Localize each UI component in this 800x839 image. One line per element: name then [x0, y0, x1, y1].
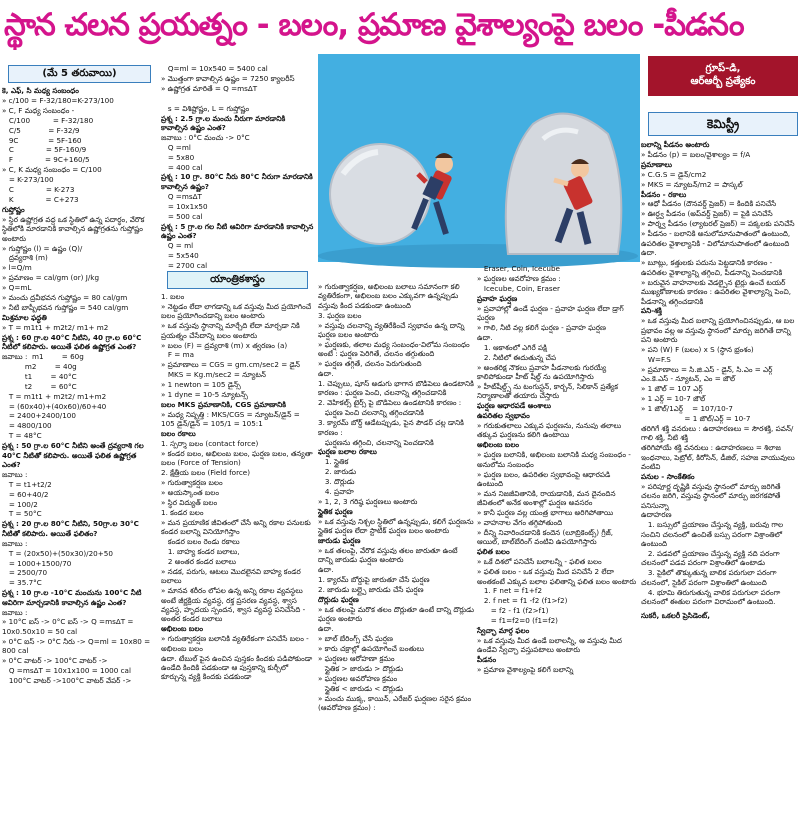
text-line: » పీడనం (p) = బలం/వైశాల్యం = f/A [641, 149, 751, 159]
text-line: జారుడు ఘర్షణ [318, 536, 361, 546]
text-line: ప్రశ్న : 20 గ్రా.ల 80°C నీటిని, 50గ్రా.ల 30°C నీటితో కలిపారు. అయితే ఫలితం? [2, 519, 142, 538]
text-line: = 1 జౌల్/ఎర్గ్ = 10-7 [641, 413, 751, 423]
text-line: » గురుత్వాకర్షణ, అభిలంబ బలాలు సమానంగా కలి వ్యతిరేకంగా, అభిలంబ బలం ఎక్కువగా ఉన్నప్పుడు వస్తువు కింద పడకుండా ఉంటుంది [318, 282, 462, 310]
text-line: » మధ్య నిష్పత్తి : MKS/CGS = న్యూటన్/డైన్ = 105 డైన్/డైన్ = 105/1 = 105:1 [161, 409, 303, 429]
text-line: » పీడనం - బలానికి అనులోమానుపాతంలో ఉంటుంది, ఉపరితల వైశాల్యానికి - విలోమానుపాతంలో ఉంటుంది [641, 229, 793, 248]
text-line: 3. పైకిలో తొక్కుతున్న బాలిక పరుగులా పరంగా చలనంలో, సైకిల్ పరంగా విశ్రాంతిలో ఉంటుంది [641, 568, 779, 587]
text-line: » మానవ శరీరం లోపల ఉన్న అన్ని రకాల వ్యవస్థలు అంటే జీర్ణక్రియ వ్యవస్థ, రక్త ప్రసరణ వ్యవస్థ, శ్వాస వ్యవస్థ, హృదయ స్పందన, శ్వాస వ్యవస్థ పనిచేసేది - అంతర కండర బలాలు [161, 586, 308, 624]
group-header-line2: ఆర్ఆర్బీ ప్రత్యేకం [690, 76, 756, 87]
text-line: గుప్తోష్ణం [2, 204, 25, 214]
text-line: 1. స్థైతిక [318, 457, 349, 467]
text-line: స్టైతిక > జారుడు > దొర్లుడు [318, 663, 404, 673]
text-line: » కానీ ఘర్షణ వల్ల యంత్ర భాగాలు అరిగిపోతాయి [477, 508, 614, 518]
group-header-line1: గ్రూప్-డి, [705, 63, 741, 74]
text-line: » గురుత్వాకర్షణ బలానికి వ్యతిరేకంగా పనిచేసే బలం - అభిలంబ బలం [161, 634, 312, 653]
text-line: » MKS = న్యూటన్/m2 = పాస్కల్ [641, 179, 743, 189]
text-line: » పార్శ్వ పీడనం (ల్యాటరల్ ప్రెజర్) = పక్కలకు పనిచేసే [641, 219, 795, 229]
text-line: » గురుత్వాకర్షణ బలం [161, 478, 223, 488]
text-line: 1. స్పర్శా బలం (contact force) [161, 439, 259, 449]
text-line [161, 94, 314, 103]
column-4-text [477, 264, 637, 675]
text-line: 1. చెప్పులు, షూస్ అడుగు భాగాన బొడిపెలు ఉండటానికి కారణం : ఘర్షణ పెంచి, చలనాన్ని తగ్గించడానికి [318, 379, 477, 398]
text-line: » 1 dyne = 10-5 న్యూటన్స్ [161, 390, 248, 400]
text-line: T = t1+t2/2 [2, 479, 52, 489]
text-line: ప్రశ్న : 5 గ్రా.ల గల నీటి ఆవిరిగా మారడానికి కావాల్సిన ఉష్ణం ఎంత? [161, 221, 316, 240]
text-line: 2. జారుడు [318, 467, 357, 477]
text-line: ఫలిత బలం [477, 547, 510, 557]
text-line: » ఘర్షణకు, తలాల మధ్య సంబంధం-విలోమ సంబంధం అంటే : ఘర్షణ పెరిగితే, చలనం తగ్గుతుంది [318, 339, 472, 359]
column-2-text [161, 64, 314, 270]
text-line: Q =ml [161, 142, 191, 152]
text-line: అభిలంబ బలం [161, 624, 204, 634]
text-line: = K-273/100 [2, 175, 54, 185]
text-line: » ఘర్షణల అవరోహణ క్రమం [318, 673, 398, 683]
text-line: ప్రశ్న : 50 గ్రా.ల 60°C నీటిని అంతే ద్రవ్యరాశి గల 40°C నీటితో కలిపారు. అయితే ఫలిత ఉష్ణోగ్రత ఎంత? [2, 441, 147, 469]
text-line: జవాబు : [2, 607, 28, 617]
text-line: » హీట్‌షీల్డ్స్ ను టంగుస్టన్, కార్బన్, సిలికాన్ ప్రత్యేక నిర్మాణాలతో తయారు చేస్తారు [477, 381, 621, 401]
text-line: » కారు చక్రాల్లో ఉపయోగించే బంతులు [318, 644, 424, 654]
text-line: » ఉష్ణోగ్రత మారితే = Q =msΔT [161, 83, 258, 93]
text-line: = 4800/100 [2, 421, 52, 431]
text-line: » 0°C వాటర్ -> 100°C వాటర్ -> [2, 656, 108, 666]
text-line: W=F.S [641, 354, 671, 364]
group-header [648, 56, 798, 96]
text-line: ఉదా. [641, 248, 657, 258]
text-line: మిశ్రమాల ఫద్ధతి [2, 312, 47, 322]
text-line: పీడనం [477, 655, 497, 665]
column-3-text [318, 282, 477, 712]
column-4 [477, 264, 637, 839]
text-line: 100°C వాటర్ ->100°C వాటర్ వేపర్ -> [2, 675, 132, 685]
text-line: 1. బలం [161, 292, 185, 302]
text-line: t2 = 60°C [2, 381, 77, 391]
text-line: 4. భూమి తిరుగుతున్న వాలిక పరుగులా పరంగా చలనంలో ఈతుల పరంగా విరామంలో ఉంటుంది. [641, 587, 783, 607]
text-line: Q = ml [161, 240, 194, 250]
text-line: » ఘర్షణల ఆవరోహణ క్రమం : [477, 273, 561, 283]
column-5-footer: సుకరీ, ఒకలరీ ప్రెసిడెంట్, [641, 610, 710, 620]
text-line: ఉదా. [318, 565, 334, 575]
text-line: 2. f net = f1 -f2 (f1>f2) [477, 596, 568, 606]
section-mechanics-box: యాంత్రికశాస్త్రం [167, 271, 308, 289]
text-line: » ఘర్షణ తగ్గితే, చలనం పెరుగుతుంది [318, 359, 422, 369]
text-line: » ప్రమాణ వైశాల్యంపై కలిగే బలాన్ని [477, 665, 574, 675]
text-line: జవాబు : 0°C మంచు -> 0°C [161, 132, 250, 142]
text-line: » గరుకుతలాలు ఎక్కువ ఘర్షణను, నునుపు తలాలు తక్కువ ఘర్షణను కలిగి ఉంటాయి [477, 421, 624, 440]
text-line: » 1 జౌల్/1ఎర్గ్ = 107/10-7 [641, 403, 733, 413]
text-line: = 400 cal [161, 162, 203, 172]
text-line: » 1 newton = 105 డైన్స్ [161, 380, 241, 390]
text-line: జవాబు : [2, 469, 28, 479]
text-line: Q=ml = 10x540 = 5400 cal [161, 64, 268, 73]
text-line: » గుప్తోష్ణం (l) = ఉష్ణం (Q)/ [2, 243, 83, 253]
text-line: K = C+273 [2, 194, 79, 204]
text-line: » 1 ఎర్గ్ = 10-7 జౌల్ [641, 394, 706, 404]
text-line: F = ma [161, 350, 194, 360]
text-line: » స్థిర ఉష్ణోగ్రత వద్ద ఒక స్థితిలో ఉన్న పదార్థం, వేరొక స్థితిలోకి మారడానికి కావాల్సిన ఉష్ణోగ్రతను గుప్తోష్ణం అంటారు [2, 214, 147, 243]
text-line: » ఫలిత బలం - ఒక వస్తువు మీద పనిచేసే 2 లేదా అంతకంటే ఎక్కువ బలాల ఫలితాన్ని ఫలిత బలం అంటారు [477, 567, 637, 586]
text-line: » ఒక తలంపై మరొక తలం దొర్లుతూ ఉంటే దాన్ని దొర్లుడు ఘర్షణ అంటారు [318, 604, 477, 624]
pushing-figures-illustration [318, 54, 640, 262]
text-line: » స్థిర విద్యుత్ బలం [161, 498, 218, 508]
text-line: t1 = 40°C [2, 371, 77, 381]
text-line: » 1 జౌల్ = 107 ఎర్గ్ [641, 384, 703, 394]
text-line: » T = m1t1 + m2t2/ m1+ m2 [2, 322, 109, 332]
text-line: 1. F net = f1+f2 [477, 586, 543, 596]
column-5-text [641, 140, 798, 607]
text-line: ప్రశ్న : 60 గ్రా.ల 40°C నీటిని, 40 గ్రా.ల 60°C నీటిలో కలిపారు. అయితే ఫలిత ఉష్ణోగ్రత ఎంత? [2, 332, 144, 352]
text-line: ఉదాహరణ [641, 510, 672, 520]
text-line: 1. ఆకాశంలో ఎగిరే పక్షి [477, 342, 547, 352]
text-line: » ప్రమాణాలు = CGS = gm.cm/sec2 = డైన్ [161, 360, 300, 370]
text-line: Q =msΔT [161, 191, 202, 201]
text-line: » వాహనాల వేగం తగ్గిపోతుంది [477, 518, 563, 528]
column-2 [161, 64, 314, 839]
text-line: ద్రవ్యరాశి (m) [2, 253, 48, 263]
text-line: » అంతరిక్ష నౌకలు ప్రవాహ పీడనాలకు గురయ్యే కాలిపోకుండా హీట్ షీల్డ్ ను ఉపయోగిస్తారు [477, 362, 609, 381]
text-line: » అయస్కాంత బలం [161, 488, 219, 498]
text-line: MKS = Kg.m/sec2 = న్యూటన్ [161, 370, 266, 380]
column-3 [318, 282, 477, 839]
text-line: C = K-273 [2, 185, 75, 195]
column-5 [641, 140, 798, 839]
text-line: దొర్లుడు ఘర్షణ [318, 595, 359, 604]
text-line: T = m1t1 + m2t2/ m1+m2 [2, 391, 107, 401]
text-line: ప్రశ్న : 10 గ్రా. 80°C నీరు 80°C నీరుగా మారడానికి కావాల్సిన ఉష్ణం? [161, 172, 316, 191]
subject-title: కెమిస్ట్రీ [648, 112, 798, 136]
text-line: ఉదా. [318, 624, 334, 634]
text-line: » C.G.S = డైన్/cm2 [641, 169, 707, 179]
text-line: Icecube, Coin, Eraser [477, 283, 560, 293]
text-line: 2. క్షేత్రీయ బలం (Field force) [161, 468, 251, 478]
text-line: = (60x40)+(40x60)/60+40 [2, 401, 107, 411]
text-line: » పరిపూర్ణ దృష్ణికి వస్తువు స్థానంలో మార్పు జరిగితే చలనం జరిగి, వస్తువు స్థానంలో మార్పు జరగకపోతే పనిసున్నా [641, 481, 783, 510]
text-line: ప్రశ్న : 2.5 గ్రా.ల మంచు నీరుగా మారడానికి కావాల్సిన ఉష్ణం ఎంత? [161, 113, 288, 132]
text-line: » గాలి, నీటి వల్ల కలిగే ఘర్షణ - ప్రవాహ ఘర్షణ [477, 322, 606, 332]
text-line: = 1000+1500/70 [2, 558, 72, 568]
text-line: 3. దొర్లుడు [318, 477, 355, 487]
text-line: కండర బలం రెండు రకాలు [161, 537, 240, 547]
text-line: అభిలంబ బలం [477, 440, 520, 450]
continued-box: (మే 5 తరువాయి) [8, 65, 151, 83]
text-line: C/5 = F-32/9 [2, 125, 80, 135]
text-line: = 10x1x50 [161, 201, 208, 211]
text-line: = f1=f2=0 (f1=f2) [477, 616, 558, 626]
text-line: » l=Q/m [2, 263, 32, 273]
text-line: = 500 cal [161, 211, 203, 221]
text-line: జవాబు : [2, 538, 28, 548]
text-line: = 2700 cal [161, 260, 208, 270]
text-line: 1. బస్సులో ప్రయాణం చేస్తున్న వ్యక్తి, బరువు గాల సంచిని చలనంలో ఉంచితే బస్సు పరంగా విశ్రాంతిలో ఉంటుంది [641, 520, 786, 549]
text-line: » మంచు ద్రవీభవన గుప్తోష్ణం = 80 cal/gm [2, 293, 128, 303]
text-line: ప్రవాహ ఘర్షణ [477, 293, 518, 303]
text-line: పని-శక్తి [641, 306, 662, 316]
text-line: 1. బాహ్య కండర బలాలు, [161, 547, 240, 557]
text-line: » బూట్లు, కత్తులకు పదును పెట్టడానికి కారణం - ఉపరితల వైశాల్యాన్ని తగ్గించి, పీడనాన్ని పెంచడానికి [641, 258, 783, 277]
text-line: 2 అంతర కండర బలాలు [161, 557, 237, 566]
text-line: = 60+40/2 [2, 489, 49, 499]
text-line: » మంచు ముక్క, కాయిన్, ఎరేజర్ ఘర్షణల సరైన క్రమం (ఆవరోహణ క్రమం) : [318, 693, 474, 712]
text-line: » బాల్ బేరింగ్స్ చేసే ఘర్షణ [318, 634, 393, 644]
text-line: = 2500/70 [2, 568, 48, 578]
text-line: = 35.7°C [2, 578, 42, 588]
text-line: ఘర్షణను తగ్గించి, చలనాన్ని పెంచడానికి [318, 437, 434, 447]
text-line: » ఒక తలంపై, వేరొక వస్తువు తలం జారుతూ ఉంటే దాన్ని జారుడు ఘర్షణ అంటారు [318, 545, 460, 565]
text-line: » మొత్తంగా కావాల్సిన ఉష్ణం = 7250 క్యాలరీస్ [161, 73, 295, 83]
text-line: పనుల - సాంకేతికం [641, 471, 695, 481]
text-line: ప్రమాణాలు [641, 159, 672, 169]
text-line: » మన ప్రయాణిక జీవితంలో చేసే అన్ని రకాల పనులకు కండర బలాన్ని వినియోగిస్తాం [161, 517, 314, 537]
text-line: » బలం (F) = ద్రవ్యరాశి (m) x త్వరణం (a) [161, 340, 288, 350]
text-line: » ప్రమాణాలు = సి.జి.ఎస్ - డైన్, సి.ఎం = ఎర్గ్ ఎం.కె.ఎస్ - న్యూటన్, ఎం = జౌల్ [641, 364, 775, 384]
column-2-text-2 [161, 292, 314, 682]
text-line: » కండర బలం, అభిలంబ బలం, ఘర్షణ బలం, తన్యతా బలం (Force of Tension) [161, 449, 315, 468]
text-line: » ఘర్షణల ఆరోహణా క్రమం [318, 653, 395, 663]
text-line: » నెట్టడం లేదా లాగడాన్ని ఒక వస్తువు మీద ప్రయోగించే బలం ప్రయోగించడాన్ని బలం అంటారు [161, 301, 314, 321]
text-line: » ఊర్ధ్వ పీడనం (అప్‌వర్డ్ ప్రెజర్) = పైకి పనిచేసే [641, 209, 773, 219]
text-line: 1. క్యారమ్ బోర్డుపై జారుతూ చేసే ఘర్షణ [318, 575, 430, 585]
text-line: 9C = 5F-160 [2, 135, 82, 145]
text-line: = f2 - f1 (f2>f1) [477, 606, 549, 616]
text-line: » ఘర్షణ బలం, ఉపరితల స్వభావంపై ఆధారపడి ఉంటుంది [477, 469, 613, 488]
text-line: F = 9C+160/5 [2, 155, 90, 165]
text-line: » c/100 = F-32/180=K-273/100 [2, 95, 114, 105]
text-line: = 5x540 [161, 250, 199, 260]
text-line: » ఒక వస్తువు మీద ఉండే బలాలన్నీ, ఆ వస్తువు మీద ఉండేవి స్వేచ్ఛా వస్తుపటాలు అంటారు [477, 635, 625, 655]
text-line: C/100 = F-32/180 [2, 115, 94, 125]
text-line: జవాబు : m1 = 60g [2, 351, 84, 361]
text-line: స్వేచ్ఛా మార్గ ఫలం [477, 626, 530, 636]
text-line: C = 5F-160/9 [2, 145, 87, 155]
text-line: » ప్రవాహాల్లో ఉండే ఘర్షణ - ప్రవాహ ఘర్షణ లేదా డ్రాగ్ ఘర్షణ [477, 303, 627, 323]
text-line: ఘర్షణ బలాల రకాలు [318, 447, 377, 457]
text-line: 3. ఘర్షణ బలం [318, 310, 362, 320]
text-line: ఉపరితల స్వభావం [477, 411, 530, 421]
text-line: 2. నీటిలో ఈదుతున్న చేప [477, 352, 557, 362]
text-line: స్థైతిక ఘర్షణ [318, 506, 353, 516]
text-line: Q =msΔT = 10x1x100 = 1000 cal [2, 665, 131, 675]
column-1 [2, 64, 157, 839]
text-line: ప్రశ్న : 10 గ్రా.ల -10°C మంచును 100°C నీటి ఆవిరిగా మార్చడానికి కావాల్సిన ఉష్ణం ఎంత? [2, 588, 144, 607]
text-line: » దీన్ని నివారించడానికి కందెన (లూబ్రికెంట్స్) గ్రీజ్, ఆయిల్, బాల్‌బేరింగ్ వంటివి ఉపయోగిస్తారు [477, 527, 616, 547]
text-line: » ఘర్షణ బలానికి, అభిలంబ బలానికి మధ్య సంబంధం - అనులోమ సంబంధం [477, 450, 634, 469]
text-line: 4. ప్రవాహ [318, 487, 354, 497]
text-line: తరిగిగే శక్తి వనరులు : ఉదాహరణలు = సౌరశక్తి, పవన్/గాలి శక్తి, నీటి శక్తి [641, 423, 794, 443]
text-line: T = (20x50)+(50x30)/20+50 [2, 548, 113, 558]
text-line: » ఒక వస్తువు మీద బలాన్ని ప్రయోగించినప్పుడు, ఆ బల ప్రభావం వల్ల ఆ వస్తువు స్థానంలో మార్పు జరిగితే దాన్ని పని అంటారు [641, 316, 797, 345]
text-line: » ప్రమాణం = cal/gm (or) J/kg [2, 273, 100, 283]
illustration [318, 54, 640, 262]
text-line: » వస్తువు చలనాన్ని వ్యతిరేకించే స్వభావం ఉన్న దాన్ని ఘర్షణ బలం అంటారు [318, 320, 467, 340]
text-line: » పని (W) F (బలం) x S (స్థాన భ్రంశం) [641, 345, 754, 355]
text-line: తరిగిపోయే శక్తి వనరులు : ఉదాహరణలు = శిలాజ ఇంధనాలు, పెట్రోల్, కిరోసిన్, డీజిల్, సహజ వాయువులు వంటివి [641, 443, 798, 471]
text-line: » ఒక వస్తువు నిశ్చల స్థితిలో ఉన్నప్పుడు, కలిగే ఘర్షణను స్థైతిక ఘర్షణ లేదా స్టాటిక్ ఘర్షణ బలం అంటారు [318, 516, 476, 536]
text-line: బలాన్ని పీడనం అంటారు [641, 140, 710, 149]
text-line: » ఒక వస్తువు స్థానాన్ని మార్చేది లేదా మార్చడా నికి ప్రయత్నం చేసేదాన్ని బలం అంటారు [161, 321, 303, 340]
text-line: » బరువైన వాహనాలకు వెడల్పైన టైర్లు ఉంచే టయర్ ముఖ్యకోణాలకు కారణం : ఉపరితల వైశాల్యాన్ని పెంచి, పీడనాన్ని తగ్గించడానికి [641, 277, 794, 306]
text-line: ఉదా. టేబుల్ పైన ఉంచిన పుస్తకం కిందకు పడిపోకుండా ఉండేది కిందికి పడకుండా ఆ పుస్తకాన్ని కుర్చీలో కూర్చున్న వ్యక్తి కిందకు పడకుండా [161, 653, 315, 682]
text-line: = 2400+2400/100 [2, 411, 76, 421]
headline: స్థాన చలన ప్రయత్నం - బలం, ప్రమాణ వైశాల్యంపై బలం -పీడనం [4, 7, 744, 43]
text-line: » C, K మధ్య సంబంధం = C/100 [2, 165, 102, 175]
text-line: » నీటి బాష్పీభవన గుప్తోష్ణం = 540 cal/gm [2, 302, 129, 312]
text-line: = 100/2 [2, 499, 38, 509]
text-line: బలం రకాలు [161, 429, 196, 439]
text-line: 2. జారుడు బల్ల్పై జారుడు చేసే ఘర్షణ [318, 585, 424, 595]
text-line: 3. క్యారమ్ బోర్డ్ ఆడేటప్పుడు, పైన పౌడర్ చల్ల డానికి కారణం : [318, 418, 467, 437]
text-line: » 1, 2, 3 గరిష్ఠ ఘర్షణలు అంటారు [318, 496, 418, 506]
text-line: బలం MKS ప్రమాణానికి, CGS ప్రమాణానికి [161, 400, 287, 409]
text-line: ఉదా. [318, 369, 334, 379]
text-line: = 5x80 [161, 152, 195, 162]
text-line: పీడనం - రకాలు [641, 189, 687, 199]
text-line: ఘర్షణ ఆధారపడే అంశాలు [477, 401, 552, 411]
text-line: T = 50°C [2, 509, 42, 519]
text-line: » నడక, పరుగు, ఆటలు మొదలైనవి బాహ్య కండర బలాలు [161, 566, 304, 586]
text-line: m2 = 40g [2, 361, 77, 371]
text-line: » ఒకే దిశలో పనిచేసే బలాలన్నీ - ఫలిత బలం [477, 557, 602, 567]
text-line: ఘర్షణ పెంచి చలనాన్ని తగ్గించడానికి [318, 408, 424, 418]
text-line: » 0°C ఐస్ -> 0°C నీరు -> Q=ml = 10x80 = 800 cal [2, 636, 153, 656]
text-line: Eraser, Coin, Icecube [477, 264, 560, 273]
text-line: 2. వెహికల్స్ టైర్స్ పై బొడిపెలు ఉండటానికి కారణం : [318, 398, 462, 408]
text-line: » C, F మధ్య సంబంధం - [2, 105, 75, 115]
text-line: 1. కండర బలం [161, 507, 204, 517]
text-line: కె, ఎఫ్, సి మధ్య సంబంధం [2, 86, 79, 95]
text-line: ఉదా. [477, 332, 493, 342]
text-line: » మన నిజజీవితానికి, రాయడానికి, మన దైనందిన జీవితంలో అనేక అంశాల్లో ఘర్షణ అవసరం [477, 488, 618, 508]
text-line: » 10°C ఐస్ -> 0°C ఐస్ -> Q =msΔT = 10x0.50x10 = 50 cal [2, 617, 136, 636]
text-line: » Q=mL [2, 283, 32, 293]
column-1-text [2, 86, 157, 685]
text-line: T = 48°C [2, 431, 42, 441]
text-line: s = విశిష్టోష్ణం, L = గుప్తోష్ణం [161, 103, 250, 113]
text-line: స్థైతిక < జారుడు < దొర్లుడు [318, 683, 404, 693]
text-line: » ఆధో పీడనం (దౌనవర్డ్ ప్రెజర్) = కిందికి పనిచేసే [641, 199, 777, 209]
text-line: 2. పడవలో ప్రయాణం చేస్తున్న వ్యక్తి నది పరంగా చలనంలో పడవ పరంగా విశ్రాంతిలో ఉంటాడు [641, 549, 782, 568]
